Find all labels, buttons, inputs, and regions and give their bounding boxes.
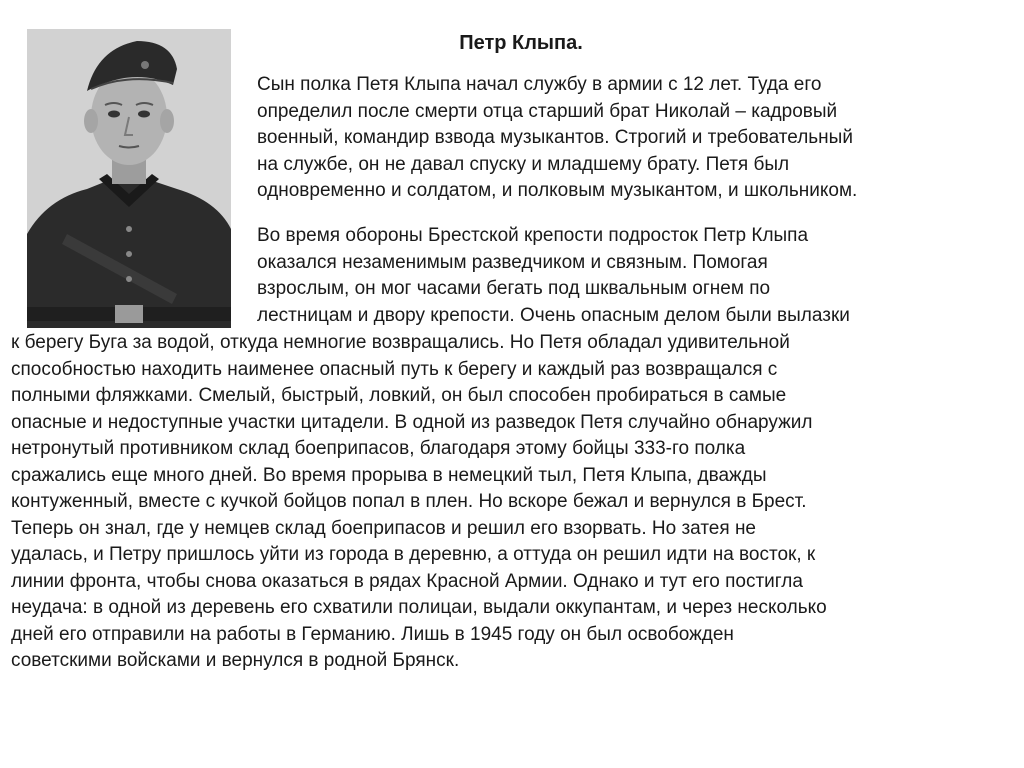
- portrait-illustration: [27, 29, 231, 328]
- paragraph-defense-continued: [11, 330, 827, 675]
- text-line: к берегу Буга за водой, откуда немногие возвращались. Но Петя обладал удивительной: [11, 332, 790, 353]
- text-line: опасные и недоступные участки цитадели. В одной из разведок Петя случайно обнаружил: [11, 411, 813, 433]
- portrait-photo: [27, 29, 231, 328]
- text-line: полными фляжками. Смелый, быстрый, ловкий, он был способен пробираться в самые: [11, 385, 787, 406]
- text-line: удалась, и Петру пришлось уйти из города в деревню, а оттуда он решил идти на восток, к: [11, 544, 816, 565]
- paragraph-defense-beside-photo: [257, 223, 850, 329]
- text-line: неудача: в одной из деревень его схватили полицаи, выдали оккупантам, и через несколько: [11, 597, 827, 618]
- text-line: лестницам и двору крепости. Очень опасным делом были вылазки: [257, 304, 850, 326]
- text-line: нетронутый противником склад боеприпасов, благодаря этому бойцы 333-го полка: [11, 438, 746, 459]
- text-line: линии фронта, чтобы снова оказаться в рядах Красной Армии. Однако и тут его постигла: [11, 570, 803, 592]
- text-line: взрослым, он мог часами бегать под шквальным огнем по: [257, 278, 771, 299]
- text-line: одновременно и солдатом, и полковым музыкантом, и школьником.: [257, 180, 858, 201]
- text-line: советскими войсками и вернулся в родной Брянск.: [11, 650, 460, 671]
- text-line: Теперь он знал, где у немцев склад боеприпасов и решил его взорвать. Но затея не: [11, 517, 756, 539]
- text-line: оказался незаменимым разведчиком и связным. Помогая: [257, 251, 768, 273]
- text-line: Во время обороны Брестской крепости подросток Петр Клыпа: [257, 225, 809, 246]
- text-line: сражались еще много дней. Во время прорыва в немецкий тыл, Петя Клыпа, дважды: [11, 464, 767, 486]
- text-line: военный, командир взвода музыкантов. Строгий и требовательный: [257, 127, 853, 148]
- text-line: дней его отправили на работы в Германию. Лишь в 1945 году он был освобожден: [11, 623, 734, 645]
- text-line: способностью находить наименее опасный путь к берегу и каждый раз возвращался с: [11, 358, 778, 380]
- page-title: Петр Клыпа.: [459, 32, 583, 54]
- text-line: определил после смерти отца старший брат Николай – кадровый: [257, 100, 838, 122]
- paragraph-intro: [257, 72, 857, 205]
- text-line: на службе, он не давал спуску и младшему брату. Петя был: [257, 153, 790, 175]
- text-line: Сын полка Петя Клыпа начал службу в армии с 12 лет. Туда его: [257, 74, 822, 95]
- text-line: контуженный, вместе с кучкой бойцов попал в плен. Но вскоре бежал и вернулся в Брест.: [11, 491, 807, 512]
